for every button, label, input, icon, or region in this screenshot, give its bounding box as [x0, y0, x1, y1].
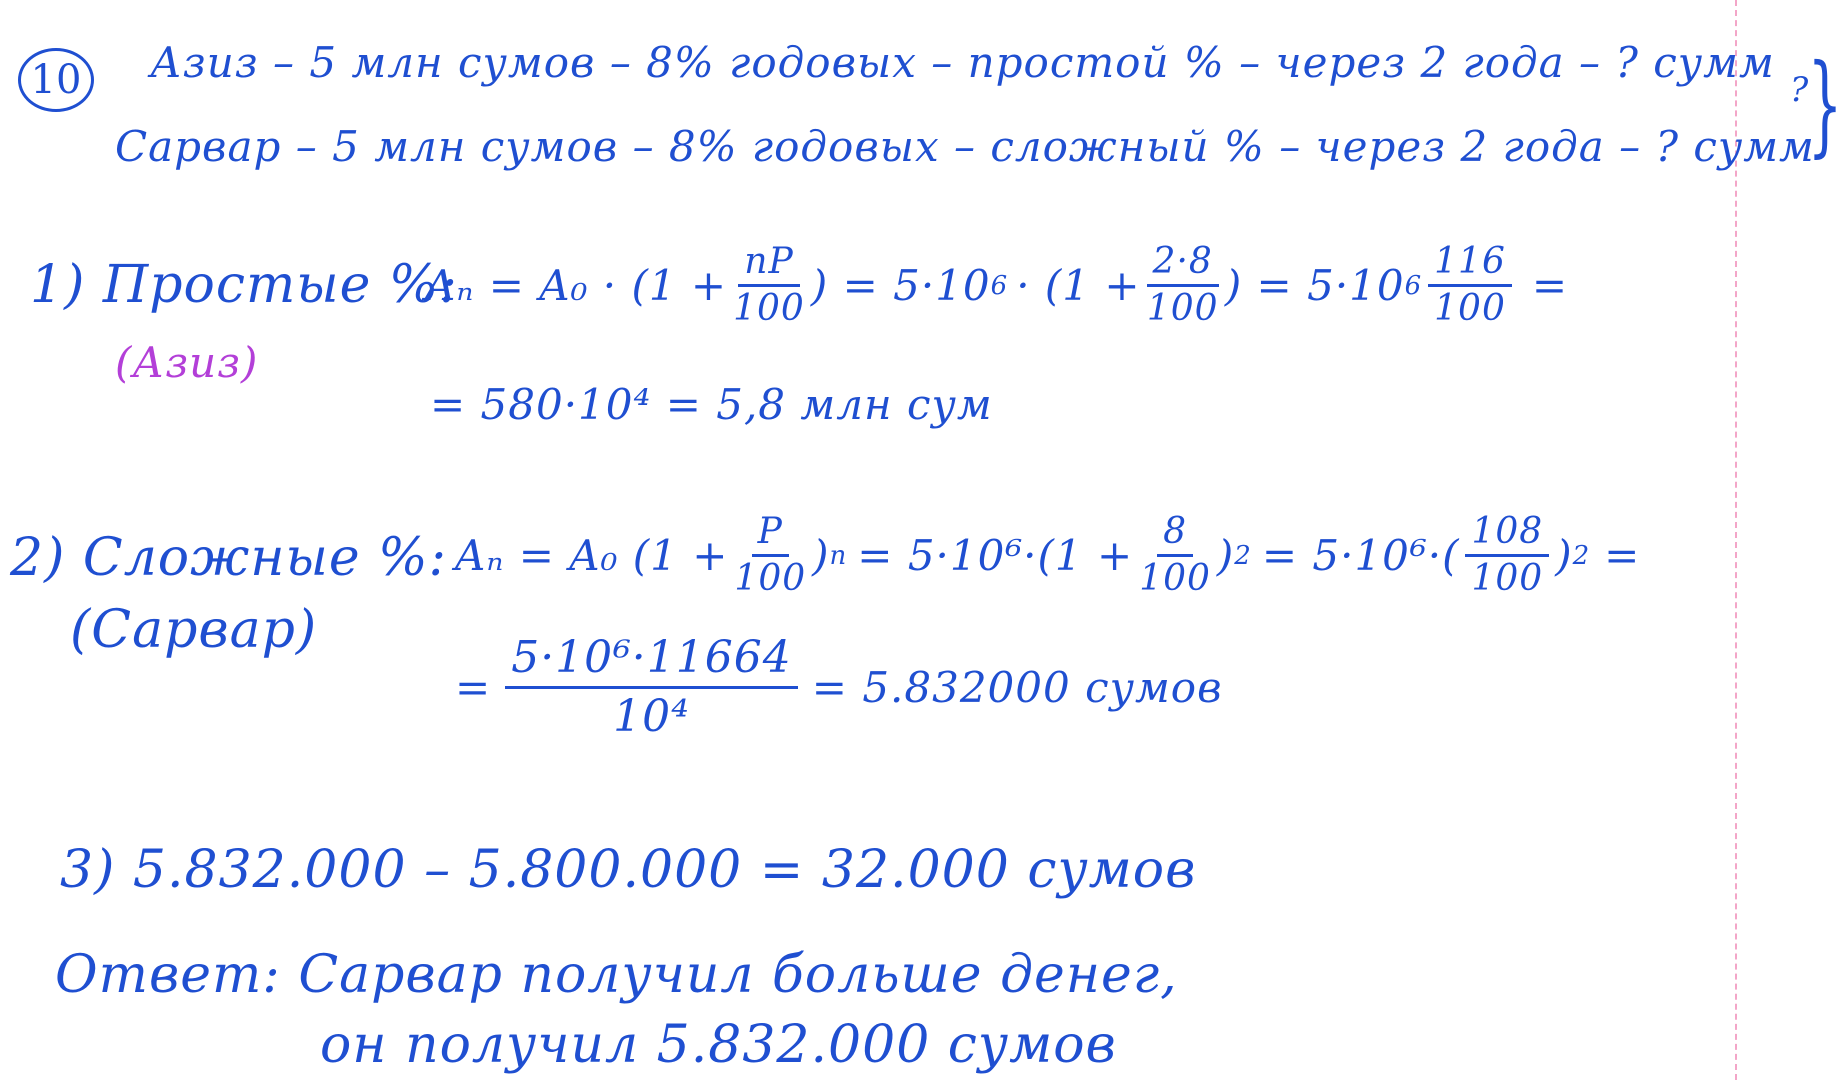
- problem-line-sarvar: Сарвар – 5 млн сумов – 8% годовых – сложный % – через 2 года – ? сумм: [115, 122, 1815, 171]
- step2-result-row: [455, 630, 1223, 745]
- step2-fraction-p: [734, 510, 806, 601]
- step1-fraction-28: [1147, 240, 1219, 331]
- step2-f1-den: 100: [734, 558, 807, 599]
- step3-text: 3) 5.832.000 – 5.800.000 = 32.000 сумов: [60, 840, 1197, 900]
- step2-exp-n: n: [829, 540, 848, 571]
- step2-f2-num: 8: [1157, 510, 1193, 557]
- step1-f2-den: 100: [1146, 288, 1219, 329]
- step2-mid: = 5·10⁶·(1 +: [857, 531, 1134, 580]
- step2-label: 2) Сложные %:: [10, 528, 448, 588]
- answer-line2: он получил 5.832.000 сумов: [320, 1015, 1117, 1075]
- step2-f2-den: 100: [1139, 558, 1211, 599]
- step2-result: = 5.832000 сумов: [811, 663, 1223, 712]
- step1-formula: [425, 240, 1568, 331]
- step2-f3-den: 100: [1471, 558, 1544, 599]
- step1-name-text: (Азиз): [115, 338, 259, 387]
- step1-mid-part: · (1 +: [1016, 261, 1141, 310]
- step1-fraction-116: [1428, 240, 1512, 331]
- step1-label: 1) Простые %:: [30, 255, 458, 315]
- step1-f3-den: 100: [1434, 288, 1506, 329]
- step2-fraction-108: [1465, 510, 1549, 601]
- step1-result: = 580·10⁴ = 5,8 млн сум: [430, 380, 993, 429]
- step2-r-num: 5·10⁶·11664: [505, 630, 798, 689]
- step2-name: (Сарвар): [70, 600, 318, 660]
- answer-line1: Ответ: Сарвар получил больше денег,: [55, 945, 1178, 1005]
- step1-f2-num: 2·8: [1147, 240, 1219, 287]
- step2-formula-lhs: Aₙ = A₀ (1 +: [455, 531, 729, 580]
- brace-question: ?: [1790, 70, 1809, 110]
- step2-result-fraction: [505, 630, 798, 745]
- step1-rhs-exp: 6: [1404, 270, 1423, 301]
- step2-f1-num: P: [752, 510, 789, 557]
- step1-f1-den: 100: [733, 288, 805, 329]
- step2-mid2: = 5·10⁶·(: [1261, 531, 1460, 580]
- step1-rhs-part: ) = 5·10: [1224, 261, 1405, 310]
- problem-number: 10: [18, 48, 94, 112]
- step2-tail: =: [1604, 531, 1641, 580]
- step1-name: [115, 338, 258, 387]
- step1-f1-num: nP: [738, 240, 799, 287]
- problem-line-aziz: Азиз – 5 млн сумов – 8% годовых – простой % – через 2 года – ? сумм: [150, 38, 1775, 87]
- step1-exp6: 6: [990, 270, 1009, 301]
- brace-mark: }: [1807, 40, 1843, 168]
- step2-result-prefix: =: [455, 663, 492, 712]
- step2-exp3: 2: [1572, 540, 1591, 571]
- step1-eq-part: ) = 5·10: [810, 261, 991, 310]
- step1-tail: =: [1531, 261, 1569, 310]
- step1-fraction-np: [733, 240, 805, 331]
- step1-f3-num: 116: [1428, 240, 1512, 287]
- step2-formula: Aₙ = A₀ (1 + $\frac{P}{100}$ ) n = 5·10⁶·(1 + $\frac{8}{100}$ ) 2 = 5·10⁶·( $\frac{108}{100}$ ) 2 =: [455, 511, 1641, 599]
- step2-exp2: 2: [1234, 540, 1252, 571]
- step2-f3-num: 108: [1465, 510, 1549, 557]
- step2-fraction-8: [1139, 510, 1211, 601]
- step1-formula-lhs: Aₙ = A₀ · (1 +: [425, 261, 728, 310]
- step2-r-den: 10⁴: [613, 691, 690, 742]
